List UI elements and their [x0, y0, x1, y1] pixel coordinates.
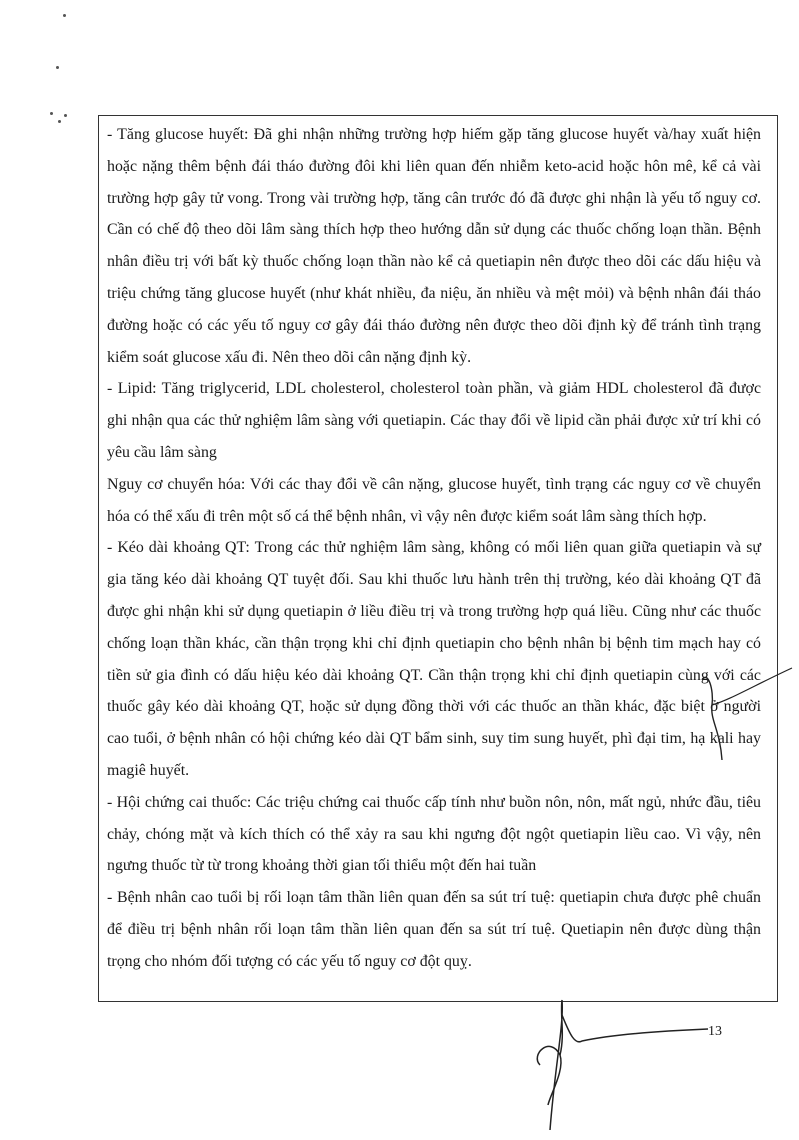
paragraph-withdrawal: - Hội chứng cai thuốc: Các triệu chứng cai thuốc cấp tính như buồn nôn, nôn, mất ngủ, nhức đầu, tiêu chảy, chóng mặt và kích thích có thể xảy ra sau khi ngưng đột ngột quetiapin liều cao. Vì vậy, nên ngưng thuốc từ từ trong khoảng thời gian tối thiểu một đến hai tuần: [107, 793, 761, 875]
paragraph-lipid: - Lipid: Tăng triglycerid, LDL cholesterol, cholesterol toàn phần, và giảm HDL cholesterol đã được ghi nhận qua các thử nghiệm lâm sàng với quetiapin. Các thay đổi về lipid cần phải được xử trí khi có yêu cầu lâm sàng: [107, 380, 761, 461]
scan-speck: [64, 114, 67, 117]
scan-speck: [56, 66, 59, 69]
paragraph-metabolic-risk: Nguy cơ chuyển hóa: Với các thay đổi về cân nặng, glucose huyết, tình trạng các nguy cơ về chuyển hóa có thể xấu đi trên một số cá thể bệnh nhân, vì vậy nên được kiểm soát lâm sàng thích hợp.: [107, 475, 761, 525]
paragraph-qt-prolongation: - Kéo dài khoảng QT: Trong các thử nghiệm lâm sàng, không có mối liên quan giữa quetiapin và sự gia tăng kéo dài khoảng QT tuyệt đối. Sau khi thuốc lưu hành trên thị trường, kéo dài khoảng QT đã được ghi nhận khi sử dụng quetiapin ở liều điều trị và trong trường hợp quá liều. Cũng như các thuốc chống loạn thần khác, cần thận trọng khi chỉ định quetiapin cho bệnh nhân bị bệnh tim mạch hay có tiền sử gia đình có dấu hiệu kéo dài khoảng QT. Cần thận trọng khi chỉ định quetiapin cùng với các thuốc gây kéo dài khoảng QT, hoặc sử dụng đồng thời với các thuốc an thần khác, đặc biệt ở người cao tuổi, ở bệnh nhân có hội chứng kéo dài QT bẩm sinh, suy tim sung huyết, phì đại tim, hạ kali hay magiê huyết.: [107, 539, 761, 779]
page-number: 13: [708, 1024, 722, 1039]
handwritten-margin-mark: [700, 660, 795, 770]
text-frame: [98, 115, 778, 1002]
scan-speck: [58, 120, 61, 123]
scan-speck: [50, 112, 53, 115]
scan-speck: [63, 14, 66, 17]
paragraph-glucose: - Tăng glucose huyết: Đã ghi nhận những trường hợp hiếm gặp tăng glucose huyết và/hay xuất hiện hoặc nặng thêm bệnh đái tháo đường đôi khi liên quan đến nhiễm keto-acid hoặc hôn mê, kể cả vài trường hợp gây tử vong. Trong vài trường hợp, tăng cân trước đó đã được ghi nhận là yếu tố nguy cơ. Cần có chế độ theo dõi lâm sàng thích hợp theo hướng dẫn sử dụng các thuốc chống loạn thần. Bệnh nhân điều trị với bất kỳ thuốc chống loạn thần nào kể cả quetiapin nên được theo dõi các dấu hiệu và triệu chứng tăng glucose huyết (như khát nhiều, đa niệu, ăn nhiều và mệt mỏi) và bệnh nhân đái tháo đường hoặc có các yếu tố nguy cơ gây đái tháo đường nên được theo dõi định kỳ để tránh tình trạng kiểm soát glucose xấu đi. Nên theo dõi cân nặng định kỳ.: [107, 126, 761, 366]
paragraph-elderly-dementia: - Bệnh nhân cao tuổi bị rối loạn tâm thần liên quan đến sa sút trí tuệ: quetiapin chưa được phê chuẩn để điều trị bệnh nhân rối loạn tâm thần liên quan đến sa sút trí tuệ. Quetiapin nên được dùng thận trọng cho nhóm đối tượng có các yếu tố nguy cơ đột quỵ.: [107, 889, 761, 970]
signature: [520, 995, 710, 1135]
